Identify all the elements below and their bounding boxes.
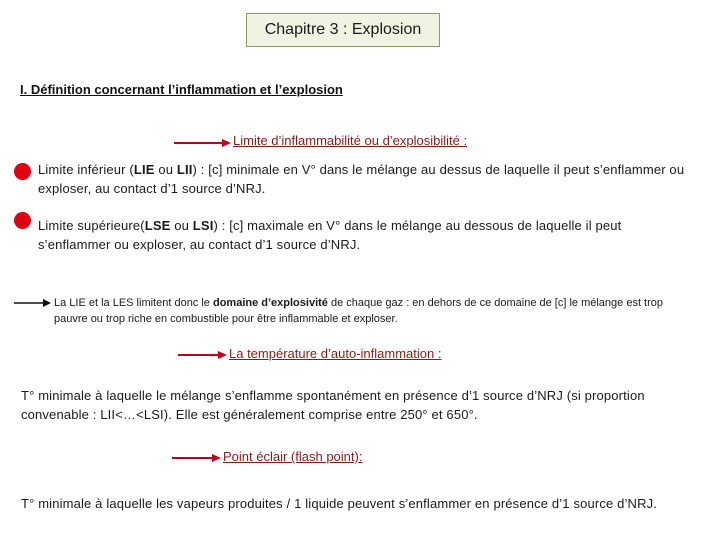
autoignition-heading: La température d’auto-inflammation : [229, 346, 442, 361]
note-text-2: de chaque gaz : en dehors de ce domaine de [c] le mélange est trop pauvre ou trop riche en combustible pour être inflammable et exploser. [54, 297, 664, 325]
right-arrow-icon [14, 298, 52, 308]
lie-text-2: ou [154, 162, 177, 177]
red-dot-bullet-icon [14, 212, 31, 229]
limits-heading: Limite d’inflammabilité ou d’explosibilité : [233, 133, 468, 148]
right-arrow-icon [174, 138, 232, 148]
lse-text-1: Limite supérieure( [38, 218, 145, 233]
section-heading: I. Définition concernant l’inflammation et l’explosion [20, 82, 343, 97]
right-arrow-icon [172, 453, 222, 463]
lie-abbr-2: LII [176, 162, 193, 177]
lse-text-3: ) : [c] maximale en V° dans le mélange au dessous de laquelle il peut s’enflammer ou exploser, au contact d’1 source d’NRJ. [38, 218, 622, 252]
red-dot-bullet-icon [14, 163, 31, 180]
autoignition-text: T° minimale à laquelle le mélange s’enflamme spontanément en présence d’1 source d’NRJ (si proportion convenable : LII<…<LSI). Elle est généralement comprise entre 250° et 650°. [21, 388, 645, 422]
chapter-title-rest: : Explosion [338, 21, 422, 38]
lie-abbr-1: LIE [133, 162, 155, 177]
lie-text-3: ) : [c] minimale en V° dans le mélange au dessus de laquelle il peut s’enflammer ou exploser, au contact d’1 source d’NRJ. [38, 162, 685, 196]
note-emphasis: domaine d’explosivité [212, 297, 328, 309]
note-text-1: La LIE et la LES limitent donc le [54, 297, 213, 309]
chapter-title [246, 13, 440, 47]
explosivity-note [54, 295, 694, 327]
right-arrow-icon [178, 350, 228, 360]
lse-text-2: ou [170, 218, 193, 233]
lie-text-1: Limite inférieur ( [38, 162, 134, 177]
lse-abbr-1: LSE [144, 218, 171, 233]
flash-point-text: T° minimale à laquelle les vapeurs produites / 1 liquide peuvent s’enflammer en présence d’1 source d’NRJ. [21, 496, 658, 511]
lse-abbr-2: LSI [192, 218, 214, 233]
lie-definition [38, 160, 706, 198]
flash-point-heading: Point éclair (flash point): [223, 449, 363, 464]
chapter-title-bold: Chapitre 3 [264, 21, 339, 38]
lse-definition [38, 216, 678, 254]
